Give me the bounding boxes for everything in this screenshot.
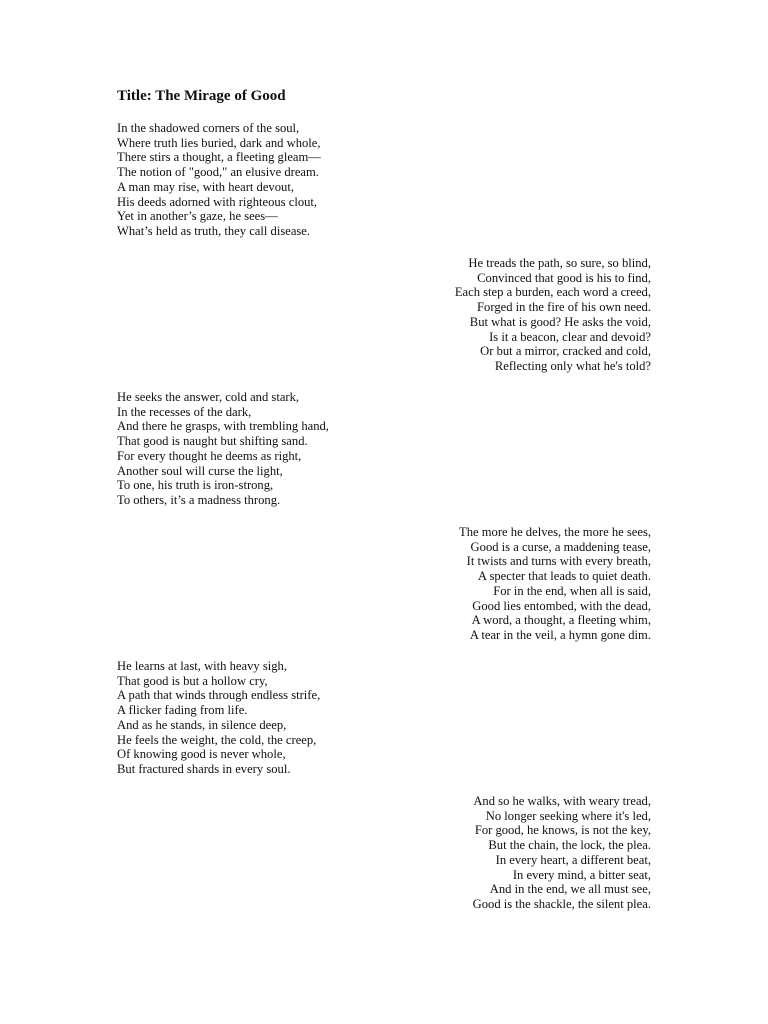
poem-line: A word, a thought, a fleeting whim,: [471, 613, 651, 628]
poem-line: To one, his truth is iron-strong,: [117, 478, 274, 493]
poem-line: For in the end, when all is said,: [493, 583, 651, 598]
poem-line: Good lies entombed, with the dead,: [472, 598, 651, 613]
poem-line: The notion of "good," an elusive dream.: [117, 165, 319, 180]
poem-line: Is it a beacon, clear and devoid?: [489, 329, 651, 344]
stanza-4: [459, 525, 651, 643]
poem-line: In the shadowed corners of the soul,: [117, 121, 300, 135]
poem-line: In every heart, a different beat,: [495, 852, 651, 867]
stanza-3: [117, 390, 329, 508]
poem-line: Each step a burden, each word a creed,: [454, 285, 651, 300]
poem-line: Of knowing good is never whole,: [117, 747, 286, 762]
poem-line: His deeds adorned with righteous clout,: [117, 194, 318, 209]
poem-line: There stirs a thought, a fleeting gleam—: [117, 150, 321, 165]
poem-line: And in the end, we all must see,: [489, 882, 651, 897]
poem-line: And so he walks, with weary tread,: [473, 794, 651, 808]
poem-line: In the recesses of the dark,: [117, 404, 252, 419]
poem-line: Yet in another’s gaze, he sees—: [117, 209, 278, 224]
stanza-2: [455, 256, 651, 374]
poem-line: A flicker fading from life.: [117, 703, 248, 718]
poem-line: Another soul will curse the light,: [117, 463, 283, 478]
poem-line: Reflecting only what he's told?: [494, 358, 651, 373]
poem-line: For every thought he deems as right,: [117, 448, 302, 463]
poem-line: Convinced that good is his to find,: [477, 270, 651, 285]
poem-line: And there he grasps, with trembling hand,: [117, 419, 329, 434]
stanza-1: [117, 121, 321, 239]
poem-line: Forged in the fire of his own need.: [477, 300, 651, 315]
poem-line: To others, it’s a madness throng.: [117, 492, 281, 507]
poem-line: A man may rise, with heart devout,: [117, 179, 294, 194]
poem-line: It twists and turns with every breath,: [466, 554, 651, 569]
poem-line: Or but a mirror, cracked and cold,: [480, 344, 651, 359]
poem-line: And as he stands, in silence deep,: [117, 717, 287, 732]
poem-line: Good is the shackle, the silent plea.: [472, 896, 651, 911]
poem-line: In every mind, a bitter seat,: [512, 867, 651, 882]
poem-title: Title: The Mirage of Good: [117, 88, 286, 104]
poem-line: He learns at last, with heavy sigh,: [117, 659, 287, 673]
poem-line: But the chain, the lock, the plea.: [488, 838, 651, 853]
poem-line: The more he delves, the more he sees,: [459, 525, 651, 539]
poem-line: But what is good? He asks the void,: [469, 314, 651, 329]
poem-line: He seeks the answer, cold and stark,: [117, 390, 300, 404]
poem-line: That good is naught but shifting sand.: [117, 434, 308, 449]
poem-line: Where truth lies buried, dark and whole,: [117, 135, 321, 150]
stanza-5: [117, 659, 320, 777]
poem-line: That good is but a hollow cry,: [117, 673, 268, 688]
poem-line: He feels the weight, the cold, the creep,: [117, 732, 317, 747]
poem-line: Good is a curse, a maddening tease,: [470, 539, 651, 554]
poem-line: A path that winds through endless strife,: [117, 688, 321, 703]
poem-line: For good, he knows, is not the key,: [474, 823, 651, 838]
poem-line: He treads the path, so sure, so blind,: [468, 256, 651, 270]
poem-line: No longer seeking where it's led,: [485, 808, 651, 823]
stanza-6: [473, 794, 651, 912]
poem-line: A tear in the veil, a hymn gone dim.: [469, 627, 651, 642]
poem-line: A specter that leads to quiet death.: [477, 569, 651, 584]
poem-line: What’s held as truth, they call disease.: [117, 223, 311, 238]
poem-line: But fractured shards in every soul.: [117, 761, 291, 776]
